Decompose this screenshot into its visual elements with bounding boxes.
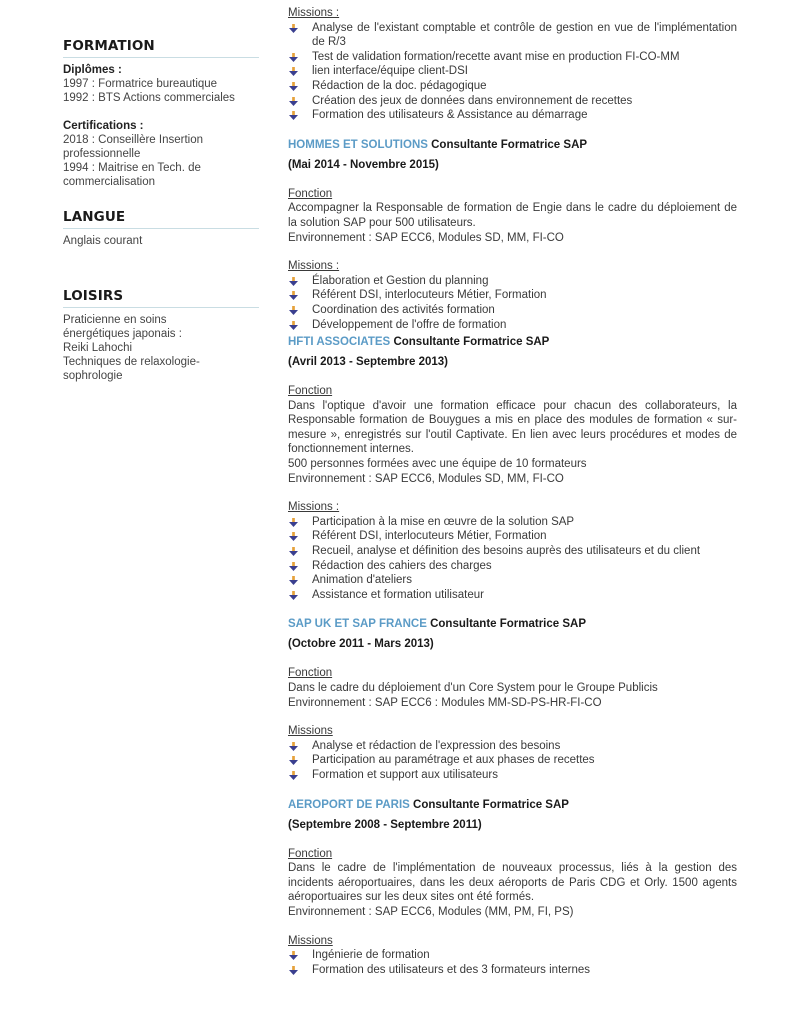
mission-item [288,94,737,109]
loisirs-line: Techniques de relaxologie- [63,356,200,368]
fonction-label: Fonction [288,847,333,860]
arrow-down-bullet-icon [289,547,298,556]
arrow-down-bullet-icon [289,756,298,765]
langue-item: Anglais courant [63,235,143,247]
loisirs-line: Praticienne en soins [63,314,167,326]
mission-text: Rédaction de la doc. pédagogique [312,79,487,92]
missions-label: Missions [288,934,333,947]
fonction-text: Dans l'optique d'avoir une formation efficace pour chacun des collaborateurs, la Responsable formation de Bouygues a mis en place des modules de formation « sur-mesure », enregistrés sur l'outil Captivate. En lien avec leurs procédures et modes de fonctionnement internes. [288,399,737,456]
loisirs-heading: LOISIRS [63,288,259,308]
mission-item [288,21,737,50]
mission-text: Animation d'ateliers [312,574,412,587]
mission-text: Référent DSI, interlocuteurs Métier, Formation [312,289,547,302]
mission-text: lien interface/équipe client-DSI [312,65,468,78]
mission-text: Recueil, analyse et définition des besoins auprès des utilisateurs et du client [312,545,701,558]
certification-line: 1994 : Maitrise en Tech. de [63,162,201,174]
mission-list [288,515,737,603]
job-title: Consultante Formatrice SAP [393,336,550,349]
loisirs-section [63,288,259,383]
mission-text: Ingénierie de formation [312,949,430,962]
job-dates: (Avril 2013 - Septembre 2013) [288,356,449,369]
diplome-item: 1992 : BTS Actions commerciales [63,92,235,104]
job-title: Consultante Formatrice SAP [430,618,587,631]
job-title: Consultante Formatrice SAP [413,798,569,811]
job-title: Consultante Formatrice SAP [431,138,588,151]
missions-label: Missions : [288,260,340,273]
arrow-down-bullet-icon [289,771,298,780]
mission-item [288,753,737,768]
diplome-item: 1997 : Formatrice bureautique [63,78,218,90]
job-header [288,616,737,632]
missions-label: Missions : [288,7,340,19]
missions-label: Missions [288,725,333,738]
fonction-label: Fonction [288,385,333,398]
fonction-text: Environnement : SAP ECC6, Modules SD, MM, FI-CO [288,472,564,485]
mission-text: Participation au paramétrage et aux phases de recettes [312,754,595,767]
company-name: HOMMES ET SOLUTIONS [288,138,428,151]
job-entry [288,137,737,332]
arrow-down-bullet-icon [289,82,298,91]
certification-line: commercialisation [63,176,156,188]
loisirs-line: sophrologie [63,370,123,382]
mission-item [288,274,737,289]
mission-text: Référent DSI, interlocuteurs Métier, Formation [312,530,547,543]
arrow-down-bullet-icon [289,951,298,960]
formation-section [63,38,259,189]
langue-section [63,209,259,248]
mission-text: Formation des utilisateurs et des 3 formateurs internes [312,963,591,976]
job-header [288,334,737,350]
mission-text: Assistance et formation utilisateur [312,588,484,601]
arrow-down-bullet-icon [289,67,298,76]
fonction-text: 500 personnes formées avec une équipe de 10 formateurs [288,458,587,471]
job-header [288,137,737,153]
job-dates: (Octobre 2011 - Mars 2013) [288,638,434,651]
mission-list [288,739,737,783]
arrow-down-bullet-icon [289,53,298,62]
arrow-down-bullet-icon [289,24,298,33]
mission-item [288,50,737,65]
mission-item [288,64,737,79]
mission-text: Élaboration et Gestion du planning [312,274,489,287]
mission-item [288,79,737,94]
certification-line: professionnelle [63,148,141,160]
mission-list [288,21,737,123]
mission-text: Formation des utilisateurs & Assistance au démarrage [312,109,588,122]
fonction-text: Dans le cadre de l'implémentation de nouveaux processus, liés à la gestion des incidents aéroportuaires, dans les deux aéroports de Paris CDG et Orly. 1500 agents aéroportuaires sur les deux sites ont été formés. [288,862,737,904]
arrow-down-bullet-icon [289,562,298,571]
arrow-down-bullet-icon [289,966,298,975]
mission-text: Rédaction des cahiers des charges [312,559,492,572]
arrow-down-bullet-icon [289,306,298,315]
loisirs-line: énergétiques japonais : [63,328,182,340]
sidebar [63,38,259,383]
arrow-down-bullet-icon [289,591,298,600]
mission-item [288,573,737,588]
arrow-down-bullet-icon [289,518,298,527]
mission-item [288,303,737,318]
fonction-text: Dans le cadre du déploiement d'un Core System pour le Groupe Publicis [288,682,658,694]
mission-text: Participation à la mise en œuvre de la solution SAP [312,515,575,528]
fonction-text: Environnement : SAP ECC6 : Modules MM-SD-PS-HR-FI-CO [288,696,602,709]
mission-text: Coordination des activités formation [312,303,495,316]
mission-item [288,318,737,333]
formation-heading: FORMATION [63,38,259,58]
missions-label: Missions : [288,501,340,514]
mission-item [288,544,737,559]
fonction-label: Fonction [288,187,333,200]
arrow-down-bullet-icon [289,291,298,300]
arrow-down-bullet-icon [289,97,298,106]
mission-item [288,108,737,123]
mission-text: Création des jeux de données dans environnement de recettes [312,94,633,107]
arrow-down-bullet-icon [289,742,298,751]
mission-item [288,559,737,574]
jobs-list [288,137,737,978]
company-name: AEROPORT DE PARIS [288,798,410,811]
mission-text: Test de validation formation/recette avant mise en production FI-CO-MM [312,50,680,63]
arrow-down-bullet-icon [289,277,298,286]
mission-text: Analyse de l'existant comptable et contrôle de gestion en vue de l'implémentation de R/3 [312,21,737,49]
loisirs-line: Reiki Lahochi [63,342,133,354]
mission-list [288,274,737,332]
fonction-text: Environnement : SAP ECC6, Modules (MM, PM, FI, PS) [288,905,574,918]
mission-item [288,948,737,963]
mission-item [288,768,737,783]
arrow-down-bullet-icon [289,321,298,330]
langue-heading: LANGUE [63,209,259,229]
job-entry [288,616,737,782]
mission-item [288,288,737,303]
mission-item [288,515,737,530]
mission-text: Analyse et rédaction de l'expression des besoins [312,739,561,752]
company-name: SAP UK ET SAP FRANCE [288,618,427,631]
mission-list [288,948,737,977]
mission-item [288,588,737,603]
arrow-down-bullet-icon [289,576,298,585]
job-header [288,797,737,813]
mission-item [288,529,737,544]
mission-text: Formation et support aux utilisateurs [312,768,499,781]
job-dates: (Mai 2014 - Novembre 2015) [288,158,439,171]
job-entry [288,334,737,602]
experience-column [288,6,737,977]
job-entry [288,797,737,978]
certification-line: 2018 : Conseillère Insertion [63,134,203,146]
fonction-label: Fonction [288,667,333,680]
mission-item [288,739,737,754]
diplomes-label: Diplômes : [63,64,122,76]
company-name: HFTI ASSOCIATES [288,336,391,349]
fonction-text: Accompagner la Responsable de formation de Engie dans le cadre du déploiement de la solution SAP pour 500 utilisateurs. [288,202,737,229]
job-dates: (Septembre 2008 - Septembre 2011) [288,818,482,831]
certifications-label: Certifications : [63,120,144,132]
fonction-text: Environnement : SAP ECC6, Modules SD, MM, FI-CO [288,231,564,244]
mission-text: Développement de l'offre de formation [312,318,507,331]
arrow-down-bullet-icon [289,111,298,120]
mission-item [288,963,737,978]
arrow-down-bullet-icon [289,532,298,541]
